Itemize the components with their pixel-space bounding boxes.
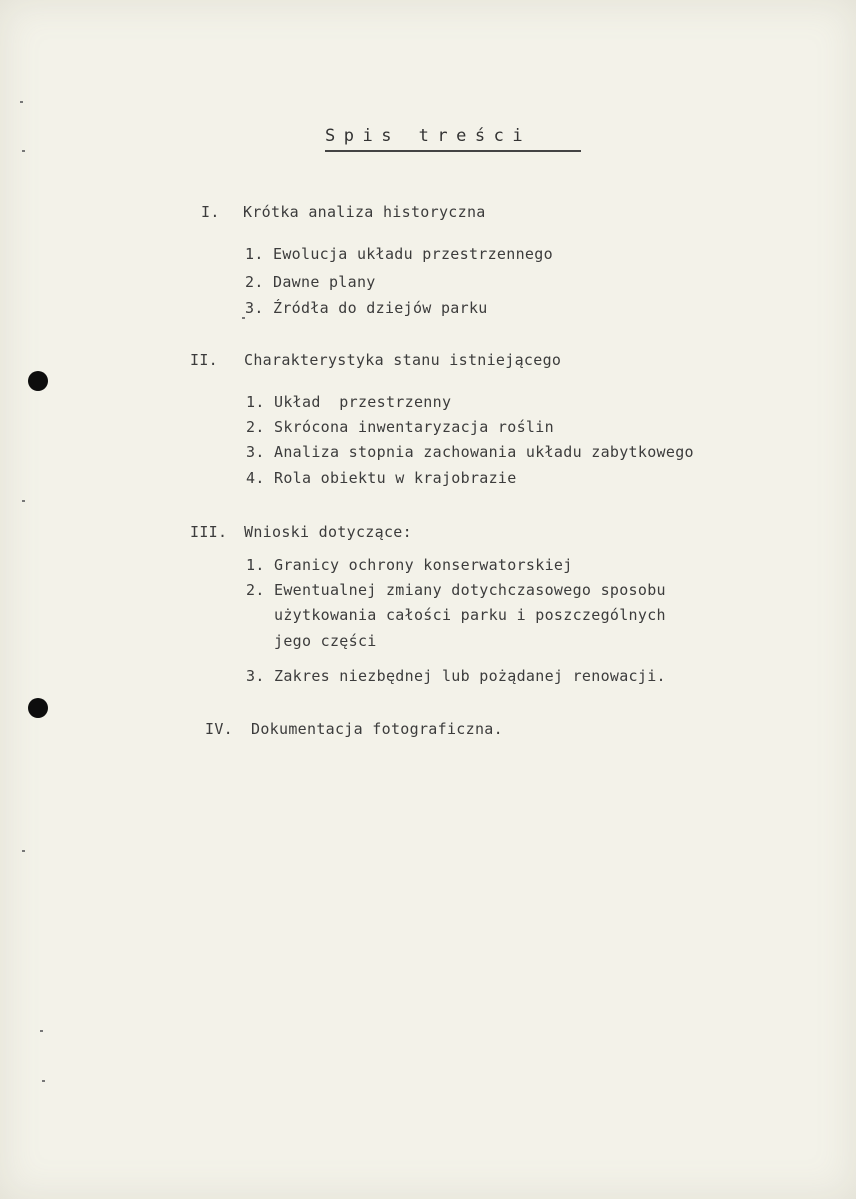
list-item: 4. Rola obiektu w krajobrazie (246, 469, 517, 487)
list-item: 2. Ewentualnej zmiany dotychczasowego sposobu (246, 581, 666, 599)
list-item: 1. Układ przestrzenny (246, 393, 452, 411)
margin-mark (22, 150, 25, 152)
punch-hole-bottom (28, 698, 48, 718)
list-item: 2. Dawne plany (245, 273, 376, 291)
margin-mark (20, 101, 23, 103)
section-numeral: I. (201, 203, 220, 221)
list-item: 1. Ewolucja układu przestrzennego (245, 245, 553, 263)
section-heading: Charakterystyka stanu istniejącego (244, 351, 562, 369)
list-item: 1. Granicy ochrony konserwatorskiej (246, 556, 573, 574)
section-numeral: III. (190, 523, 228, 541)
margin-mark (22, 850, 25, 852)
list-item-continuation: użytkowania całości parku i poszczególnych (246, 606, 666, 624)
margin-mark (242, 317, 245, 319)
list-item: 3. Analiza stopnia zachowania układu zabytkowego (246, 443, 694, 461)
list-item-continuation: jego części (246, 632, 377, 650)
margin-mark (42, 1080, 45, 1082)
list-item: 2. Skrócona inwentaryzacja roślin (246, 418, 554, 436)
section-numeral: II. (190, 351, 218, 369)
title-underline (325, 150, 581, 152)
page-title: Spis treści (325, 126, 532, 146)
section-heading: Krótka analiza historyczna (243, 203, 486, 221)
section-numeral: IV. (205, 720, 233, 738)
list-item: 3. Źródła do dziejów parku (245, 299, 488, 317)
section-heading: Wnioski dotyczące: (244, 523, 412, 541)
list-item: 3. Zakres niezbędnej lub pożądanej renowacji. (246, 667, 666, 685)
margin-mark (22, 500, 25, 502)
margin-mark (40, 1030, 43, 1032)
section-heading: Dokumentacja fotograficzna. (251, 720, 503, 738)
punch-hole-top (28, 371, 48, 391)
